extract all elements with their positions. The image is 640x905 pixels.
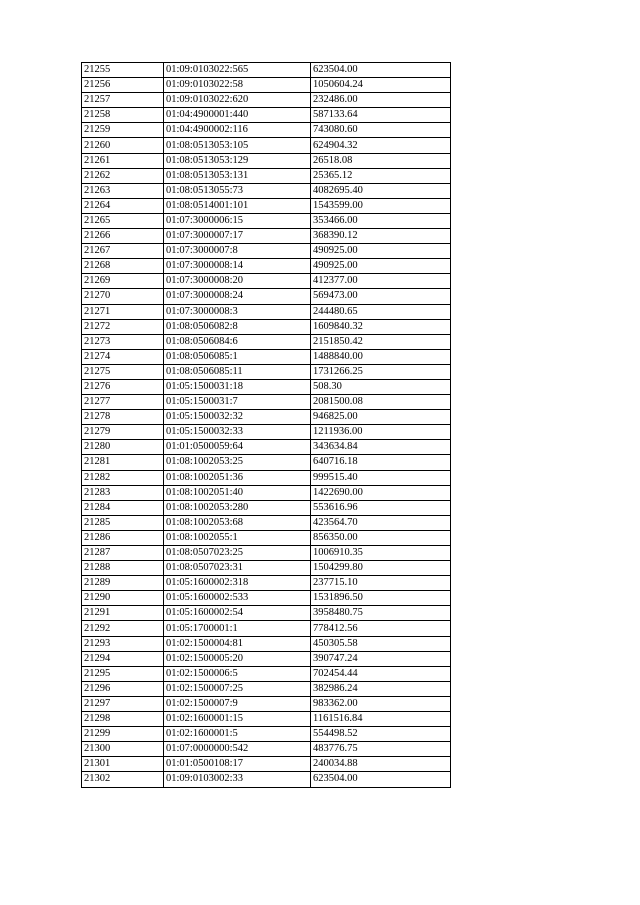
table-row	[82, 259, 451, 274]
table-row	[82, 712, 451, 727]
cadastral-number-cell: 01:07:3000006:15	[164, 213, 311, 228]
cadastral-number-cell: 01:02:1600001:5	[164, 727, 311, 742]
cadastral-number-cell: 01:07:3000008:3	[164, 304, 311, 319]
value-cell: 1531896.50	[311, 591, 451, 606]
cadastral-number-cell: 01:07:0000000:542	[164, 742, 311, 757]
value-cell: 2081500.08	[311, 395, 451, 410]
records-table	[81, 62, 451, 788]
table-row	[82, 274, 451, 289]
table-row	[82, 636, 451, 651]
cadastral-number-cell: 01:08:0507023:31	[164, 561, 311, 576]
row-number-cell: 21297	[82, 696, 164, 711]
cadastral-number-cell: 01:02:1500006:5	[164, 666, 311, 681]
table-row	[82, 515, 451, 530]
table-row	[82, 63, 451, 78]
cadastral-number-cell: 01:09:0103022:58	[164, 78, 311, 93]
value-cell: 240034.88	[311, 757, 451, 772]
row-number-cell: 21299	[82, 727, 164, 742]
value-cell: 856350.00	[311, 530, 451, 545]
value-cell: 1050604.24	[311, 78, 451, 93]
row-number-cell: 21290	[82, 591, 164, 606]
row-number-cell: 21274	[82, 349, 164, 364]
row-number-cell: 21279	[82, 425, 164, 440]
table-row	[82, 772, 451, 787]
cadastral-number-cell: 01:05:1600002:318	[164, 576, 311, 591]
value-cell: 1488840.00	[311, 349, 451, 364]
table-row	[82, 757, 451, 772]
cadastral-number-cell: 01:08:1002051:36	[164, 470, 311, 485]
cadastral-number-cell: 01:07:3000008:14	[164, 259, 311, 274]
table-row	[82, 470, 451, 485]
table-row	[82, 440, 451, 455]
cadastral-number-cell: 01:05:1500031:7	[164, 395, 311, 410]
table-row	[82, 334, 451, 349]
cadastral-number-cell: 01:08:0506084:6	[164, 334, 311, 349]
table-row	[82, 168, 451, 183]
cadastral-number-cell: 01:08:1002055:1	[164, 530, 311, 545]
cadastral-number-cell: 01:02:1500007:25	[164, 681, 311, 696]
cadastral-number-cell: 01:08:1002053:68	[164, 515, 311, 530]
row-number-cell: 21269	[82, 274, 164, 289]
value-cell: 554498.52	[311, 727, 451, 742]
table-row	[82, 425, 451, 440]
value-cell: 483776.75	[311, 742, 451, 757]
table-row	[82, 576, 451, 591]
table-row	[82, 591, 451, 606]
value-cell: 353466.00	[311, 213, 451, 228]
value-cell: 244480.65	[311, 304, 451, 319]
value-cell: 702454.44	[311, 666, 451, 681]
table-row	[82, 666, 451, 681]
row-number-cell: 21289	[82, 576, 164, 591]
row-number-cell: 21267	[82, 244, 164, 259]
row-number-cell: 21270	[82, 289, 164, 304]
cadastral-number-cell: 01:08:0507023:25	[164, 546, 311, 561]
cadastral-number-cell: 01:07:3000008:24	[164, 289, 311, 304]
value-cell: 368390.12	[311, 229, 451, 244]
table-row	[82, 289, 451, 304]
value-cell: 623504.00	[311, 772, 451, 787]
cadastral-number-cell: 01:02:1500007:9	[164, 696, 311, 711]
row-number-cell: 21285	[82, 515, 164, 530]
row-number-cell: 21257	[82, 93, 164, 108]
value-cell: 1006910.35	[311, 546, 451, 561]
row-number-cell: 21271	[82, 304, 164, 319]
table-row	[82, 546, 451, 561]
value-cell: 232486.00	[311, 93, 451, 108]
row-number-cell: 21263	[82, 183, 164, 198]
table-row	[82, 395, 451, 410]
value-cell: 623504.00	[311, 63, 451, 78]
cadastral-number-cell: 01:01:0500059:64	[164, 440, 311, 455]
row-number-cell: 21281	[82, 455, 164, 470]
cadastral-number-cell: 01:01:0500108:17	[164, 757, 311, 772]
table-row	[82, 561, 451, 576]
cadastral-number-cell: 01:08:0513053:129	[164, 153, 311, 168]
table-row	[82, 651, 451, 666]
row-number-cell: 21256	[82, 78, 164, 93]
value-cell: 25365.12	[311, 168, 451, 183]
value-cell: 999515.40	[311, 470, 451, 485]
cadastral-number-cell: 01:05:1500031:18	[164, 379, 311, 394]
table-row	[82, 93, 451, 108]
value-cell: 508.30	[311, 379, 451, 394]
table-row	[82, 727, 451, 742]
cadastral-number-cell: 01:07:3000008:20	[164, 274, 311, 289]
value-cell: 26518.08	[311, 153, 451, 168]
table-row	[82, 123, 451, 138]
row-number-cell: 21288	[82, 561, 164, 576]
value-cell: 412377.00	[311, 274, 451, 289]
table-row	[82, 455, 451, 470]
table-row	[82, 229, 451, 244]
table-row	[82, 410, 451, 425]
cadastral-number-cell: 01:09:0103002:33	[164, 772, 311, 787]
cadastral-number-cell: 01:07:3000007:17	[164, 229, 311, 244]
value-cell: 382986.24	[311, 681, 451, 696]
row-number-cell: 21294	[82, 651, 164, 666]
table-row	[82, 244, 451, 259]
value-cell: 1731266.25	[311, 364, 451, 379]
row-number-cell: 21265	[82, 213, 164, 228]
table-row	[82, 485, 451, 500]
row-number-cell: 21302	[82, 772, 164, 787]
value-cell: 946825.00	[311, 410, 451, 425]
row-number-cell: 21286	[82, 530, 164, 545]
value-cell: 450305.58	[311, 636, 451, 651]
cadastral-number-cell: 01:05:1500032:32	[164, 410, 311, 425]
value-cell: 1161516.84	[311, 712, 451, 727]
cadastral-number-cell: 01:05:1600002:54	[164, 606, 311, 621]
value-cell: 743080.60	[311, 123, 451, 138]
table-row	[82, 606, 451, 621]
cadastral-number-cell: 01:07:3000007:8	[164, 244, 311, 259]
row-number-cell: 21261	[82, 153, 164, 168]
table-row	[82, 379, 451, 394]
value-cell: 569473.00	[311, 289, 451, 304]
records-table-body	[82, 63, 451, 788]
row-number-cell: 21284	[82, 500, 164, 515]
cadastral-number-cell: 01:04:4900001:440	[164, 108, 311, 123]
row-number-cell: 21258	[82, 108, 164, 123]
cadastral-number-cell: 01:08:0513053:105	[164, 138, 311, 153]
value-cell: 4082695.40	[311, 183, 451, 198]
table-row	[82, 530, 451, 545]
cadastral-number-cell: 01:09:0103022:565	[164, 63, 311, 78]
table-row	[82, 319, 451, 334]
value-cell: 983362.00	[311, 696, 451, 711]
cadastral-number-cell: 01:08:0513053:131	[164, 168, 311, 183]
row-number-cell: 21283	[82, 485, 164, 500]
value-cell: 587133.64	[311, 108, 451, 123]
value-cell: 490925.00	[311, 244, 451, 259]
row-number-cell: 21260	[82, 138, 164, 153]
value-cell: 1422690.00	[311, 485, 451, 500]
cadastral-number-cell: 01:05:1600002:533	[164, 591, 311, 606]
cadastral-number-cell: 01:05:1500032:33	[164, 425, 311, 440]
table-row	[82, 304, 451, 319]
value-cell: 640716.18	[311, 455, 451, 470]
cadastral-number-cell: 01:02:1600001:15	[164, 712, 311, 727]
table-row	[82, 742, 451, 757]
row-number-cell: 21273	[82, 334, 164, 349]
value-cell: 2151850.42	[311, 334, 451, 349]
table-row	[82, 78, 451, 93]
row-number-cell: 21275	[82, 364, 164, 379]
table-row	[82, 153, 451, 168]
row-number-cell: 21298	[82, 712, 164, 727]
row-number-cell: 21300	[82, 742, 164, 757]
row-number-cell: 21276	[82, 379, 164, 394]
row-number-cell: 21268	[82, 259, 164, 274]
table-row	[82, 364, 451, 379]
value-cell: 3958480.75	[311, 606, 451, 621]
value-cell: 1609840.32	[311, 319, 451, 334]
row-number-cell: 21266	[82, 229, 164, 244]
cadastral-number-cell: 01:08:0514001:101	[164, 198, 311, 213]
value-cell: 343634.84	[311, 440, 451, 455]
table-row	[82, 500, 451, 515]
table-row	[82, 198, 451, 213]
table-row	[82, 696, 451, 711]
cadastral-number-cell: 01:08:0506082:8	[164, 319, 311, 334]
table-row	[82, 681, 451, 696]
cadastral-number-cell: 01:02:1500004:81	[164, 636, 311, 651]
value-cell: 1504299.80	[311, 561, 451, 576]
value-cell: 390747.24	[311, 651, 451, 666]
cadastral-number-cell: 01:08:0513055:73	[164, 183, 311, 198]
row-number-cell: 21293	[82, 636, 164, 651]
row-number-cell: 21262	[82, 168, 164, 183]
cadastral-number-cell: 01:08:0506085:1	[164, 349, 311, 364]
row-number-cell: 21277	[82, 395, 164, 410]
row-number-cell: 21282	[82, 470, 164, 485]
row-number-cell: 21301	[82, 757, 164, 772]
row-number-cell: 21292	[82, 621, 164, 636]
cadastral-number-cell: 01:04:4900002:116	[164, 123, 311, 138]
table-row	[82, 621, 451, 636]
table-row	[82, 138, 451, 153]
table-row	[82, 213, 451, 228]
cadastral-number-cell: 01:08:0506085:11	[164, 364, 311, 379]
cadastral-number-cell: 01:02:1500005:20	[164, 651, 311, 666]
row-number-cell: 21255	[82, 63, 164, 78]
row-number-cell: 21291	[82, 606, 164, 621]
cadastral-number-cell: 01:05:1700001:1	[164, 621, 311, 636]
value-cell: 1211936.00	[311, 425, 451, 440]
row-number-cell: 21296	[82, 681, 164, 696]
table-row	[82, 349, 451, 364]
value-cell: 490925.00	[311, 259, 451, 274]
row-number-cell: 21295	[82, 666, 164, 681]
row-number-cell: 21287	[82, 546, 164, 561]
row-number-cell: 21264	[82, 198, 164, 213]
table-row	[82, 183, 451, 198]
table-row	[82, 108, 451, 123]
value-cell: 1543599.00	[311, 198, 451, 213]
cadastral-number-cell: 01:08:1002053:25	[164, 455, 311, 470]
value-cell: 553616.96	[311, 500, 451, 515]
value-cell: 624904.32	[311, 138, 451, 153]
row-number-cell: 21280	[82, 440, 164, 455]
cadastral-number-cell: 01:08:1002051:40	[164, 485, 311, 500]
value-cell: 237715.10	[311, 576, 451, 591]
cadastral-number-cell: 01:08:1002053:280	[164, 500, 311, 515]
row-number-cell: 21259	[82, 123, 164, 138]
row-number-cell: 21278	[82, 410, 164, 425]
value-cell: 423564.70	[311, 515, 451, 530]
value-cell: 778412.56	[311, 621, 451, 636]
row-number-cell: 21272	[82, 319, 164, 334]
cadastral-number-cell: 01:09:0103022:620	[164, 93, 311, 108]
